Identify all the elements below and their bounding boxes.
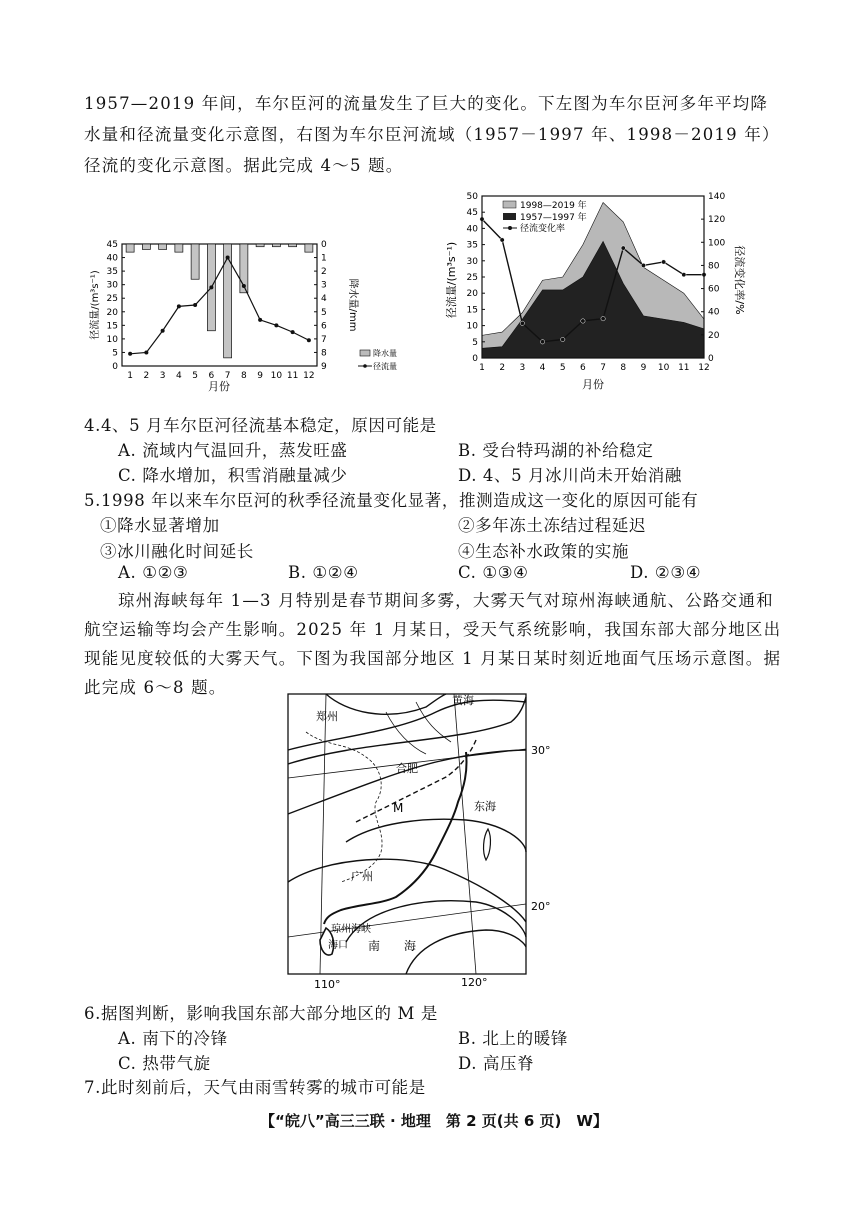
precip-bar [126,244,134,252]
right-tick-label: 120 [708,215,726,226]
label-lat-20: 20° [531,900,551,913]
q5-option-a[interactable]: A. ①②③ [118,563,189,582]
precip-bar [305,244,313,252]
left-tick-label: 20 [466,289,478,300]
right-tick-label: 60 [708,284,720,295]
right-axis-ticks [314,240,327,372]
left-tick-label: 15 [106,321,118,332]
x-axis-label: 月份 [582,378,604,391]
legend-rate: 径流变化率 [520,224,566,234]
left-axis-label: 径流量/(m³s⁻¹) [90,270,101,340]
label-hefei: 合肥 [396,762,418,775]
x-tick-label: 9 [640,363,647,373]
label-huanghai: 黄海 [452,694,474,707]
left-tick-label: 35 [106,267,118,278]
left-tick-label: 30 [106,280,118,291]
runoff-point [128,352,132,356]
runoff-point [307,338,311,342]
left-tick-label: 5 [472,337,478,348]
rate-point [561,337,565,341]
runoff-point [193,303,197,307]
x-tick-label: 8 [620,363,627,373]
right-tick-label: 0 [321,240,327,250]
x-tick-label: 12 [303,371,315,381]
legend-runoff: 径流量 [373,362,397,371]
right-tick-label: 9 [321,362,327,372]
x-tick-label: 9 [257,371,263,381]
precip-bar [272,244,280,247]
right-tick-label: 6 [321,321,327,332]
x-tick-label: 3 [159,371,166,381]
precip-bar [289,244,297,247]
question-5-stem: 5.1998 年以来车尔臣河的秋季径流量变化显著，推测造成这一变化的原因可能有 [84,491,699,510]
label-lon-110: 110° [314,978,341,991]
left-tick-label: 5 [112,348,118,359]
left-tick-label: 0 [472,354,478,364]
right-tick-label: 0 [708,354,714,364]
left-tick-label: 15 [466,305,478,316]
runoff-point [258,318,262,322]
rate-point [641,263,645,267]
question-4-stem: 4.4、5 月车尔臣河径流基本稳定，原因可能是 [84,416,437,435]
intro-paragraph-1: 1957—2019 年间，车尔臣河的流量发生了巨大的变化。下左图为车尔臣河多年平均降水量和径流量变化示意图，右图为车尔臣河流域（1957－1997 年、1998－2019 年）径流的变化示意图。据此完成 4～5 题。 [84,94,780,175]
q5-option-d[interactable]: D. ②③④ [630,563,702,582]
x-tick-label: 5 [192,371,198,381]
rate-point [540,340,544,344]
right-tick-label: 1 [321,253,327,264]
right-tick-label: 2 [321,267,327,278]
q5-statement-1: ①降水显著增加 [100,516,220,535]
q4-option-b[interactable]: B. 受台特玛湖的补给稳定 [458,441,654,460]
precip-bar [159,244,167,249]
precip-bar [224,244,232,358]
q5-statement-4: ④生态补水政策的实施 [458,542,629,561]
runoff-point [291,330,295,334]
x-axis-label: 月份 [208,380,230,393]
x-tick-label: 4 [539,363,546,373]
rate-point [520,321,524,325]
x-tick-label: 7 [224,371,231,381]
label-lon-120: 120° [461,976,488,989]
rate-point [621,246,625,250]
label-lat-30: 30° [531,744,551,757]
label-hai: 海 [404,939,417,953]
label-zhengzhou: 郑州 [316,710,338,723]
runoff-point [177,304,181,308]
x-tick-label: 2 [499,363,506,373]
x-tick-label: 10 [657,363,670,373]
runoff-point [274,323,278,327]
q4-option-a[interactable]: A. 流域内气温回升，蒸发旺盛 [118,441,348,460]
q5-statement-2: ②多年冻土冻结过程延迟 [458,516,647,535]
legend-swatch-1957 [503,213,516,220]
q6-option-b[interactable]: B. 北上的暖锋 [458,1029,568,1048]
left-tick-label: 40 [466,224,478,235]
x-tick-label: 6 [580,363,586,373]
left-tick-label: 35 [466,240,478,251]
label-guangzhou: 广州 [351,870,373,883]
rate-point [581,319,585,323]
q6-option-d[interactable]: D. 高压脊 [458,1054,535,1073]
label-strait: 琼州海峡 [331,924,371,935]
rate-point [500,238,504,242]
left-tick-label: 45 [106,240,118,250]
x-axis-ticks [479,363,710,373]
pressure-field-map [286,692,556,992]
plot-frame [122,244,317,366]
q4-option-c[interactable]: C. 降水增加，积雪消融量减少 [118,466,348,485]
x-tick-label: 12 [698,363,710,373]
right-tick-label: 5 [321,307,327,318]
q5-statement-3: ③冰川融化时间延长 [100,542,254,561]
question-7-stem: 7.此时刻前后，天气由雨雪转雾的城市可能是 [84,1078,426,1097]
left-tick-label: 0 [112,362,118,372]
right-tick-label: 7 [321,334,327,345]
runoff-line [130,258,309,354]
label-donghai: 东海 [474,800,496,813]
left-tick-label: 45 [466,208,478,219]
precip-bar [191,244,199,279]
x-tick-label: 1 [479,363,485,373]
x-tick-label: 6 [208,371,215,381]
label-m: M [393,801,404,815]
label-nan: 南 [368,939,381,953]
runoff-point [144,350,148,354]
left-tick-label: 50 [466,192,478,202]
left-tick-label: 20 [106,307,118,318]
q6-option-a[interactable]: A. 南下的冷锋 [118,1029,228,1048]
q5-option-c[interactable]: C. ①③④ [458,563,529,582]
x-tick-label: 8 [241,371,247,381]
x-tick-label: 7 [600,363,606,373]
legend-swatch-1998 [503,201,516,208]
right-tick-label: 3 [321,280,327,291]
legend-precip-swatch [360,350,370,356]
legend-1998: 1998—2019 年 [520,201,587,211]
left-tick-label: 10 [466,321,478,332]
x-tick-label: 11 [678,363,690,373]
q6-option-c[interactable]: C. 热带气旋 [118,1054,211,1073]
question-6-stem: 6.据图判断，影响我国东部大部分地区的 M 是 [84,1004,438,1023]
right-tick-label: 8 [321,348,327,359]
precip-bar [256,244,264,247]
runoff-point [226,256,230,260]
left-axis-label: 径流量/(m³s⁻¹) [445,241,458,319]
left-tick-label: 25 [466,273,478,283]
page-footer: 【“皖八”高三三联 · 地理 第 2 页(共 6 页) W】 [260,1112,608,1130]
chart-precip-runoff [82,230,397,400]
legend-1957: 1957—1997 年 [520,213,587,223]
left-tick-label: 40 [106,253,118,264]
right-axis-label: 径流变化率/% [733,245,746,315]
left-tick-label: 25 [106,294,118,305]
x-tick-label: 1 [127,371,133,381]
precip-bar [142,244,150,249]
rate-point [601,316,605,320]
right-tick-label: 20 [708,330,720,341]
left-tick-label: 30 [466,256,478,267]
runoff-point [242,284,246,288]
precip-bar [175,244,183,252]
right-tick-label: 100 [708,238,726,249]
x-tick-label: 4 [176,371,182,381]
right-axis-ticks [701,192,725,364]
left-tick-label: 10 [106,334,118,345]
x-tick-label: 10 [270,371,283,381]
chart-runoff-change [440,190,770,395]
runoff-point [209,285,213,289]
x-tick-label: 3 [519,363,526,373]
x-tick-label: 2 [143,371,150,381]
label-haikou: 海口 [328,940,348,951]
x-tick-label: 5 [559,363,566,373]
rate-point [661,260,665,264]
rate-point [682,272,686,276]
legend-precip: 降水量 [373,349,397,358]
right-tick-label: 140 [708,192,726,202]
right-tick-label: 80 [708,261,720,272]
q5-option-b[interactable]: B. ①②④ [288,563,359,582]
right-tick-label: 4 [321,294,327,305]
runoff-point [161,329,165,333]
right-tick-label: 40 [708,307,720,318]
q4-option-d[interactable]: D. 4、5 月冰川尚未开始消融 [458,466,682,485]
right-axis-label: 降水量/mm [347,278,358,332]
intro-paragraph-2: 琼州海峡每年 1—3 月特别是春节期间多雾，大雾天气对琼州海峡通航、公路交通和航空运输等均会产生影响。2025 年 1 月某日，受天气系统影响，我国东部大部分地区出现能见度较低的大雾天气。下图为我国部分地区 1 月某日某时刻近地面气压场示意图。据此完成 6～8 题。 [84,591,782,697]
x-tick-label: 11 [286,371,299,381]
